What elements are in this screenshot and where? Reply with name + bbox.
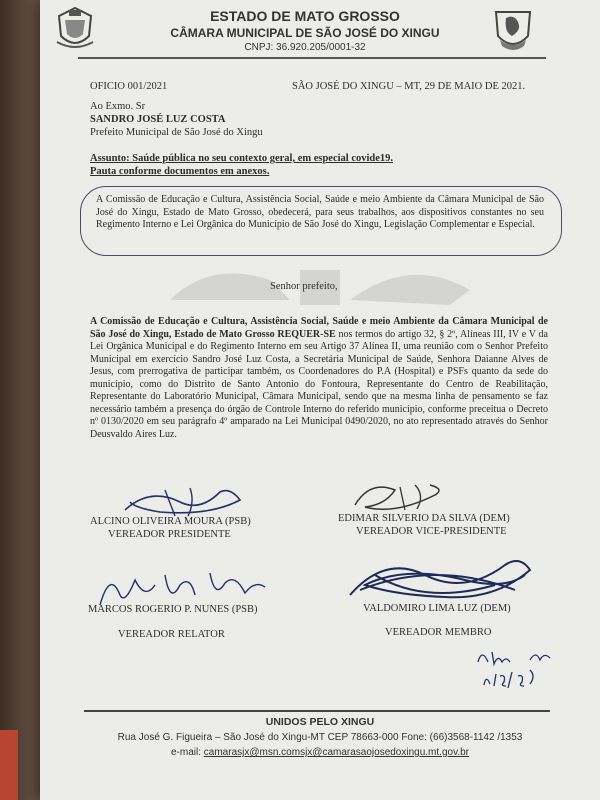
municipal-coat-of-arms-icon xyxy=(55,6,95,52)
signer-1-name: ALCINO OLIVEIRA MOURA (PSB) xyxy=(90,516,251,527)
signer-3-role: VEREADOR RELATOR xyxy=(118,629,225,640)
recipient-name: SANDRO JOSÉ LUZ COSTA xyxy=(90,114,226,125)
background-object xyxy=(0,730,18,800)
footer-email-link-2[interactable]: camarasaojosedoxingu.mt.gov.br xyxy=(322,747,469,758)
header-divider xyxy=(78,57,546,59)
state-emblem-icon xyxy=(488,6,538,54)
body-paragraph-rest: nos termos do artigo 32, § 2º, Alíneas III, IV e V da Lei Orgânica Municipal e do Regimento Interno em seu Artigo 37 Alínea II, uma reunião com o Senhor Prefeito Municipal em exercício Sandro José Luz Costa, a Secretária Municipal de Saúde, Senhora Daianne Alves de Jesus, com prerrogativa de participar também, os Coordenadores do P.A (Hospital) e PSFs quanto da sede do município, como do Distrito de Santo Antonio do Fontoura, Representante do Centro de Reabilitação, Representante do Laboratório Municipal, Câmara Municipal, sendo que na mesma linha de pensamento se faz necessário também a presença do órgão de Controle Interno do referido município, conforme preceitua o Decreto nº 0130/2020 em seu parágrafo 4º amparado na Lei Municipal 0490/2020, no ato representado através do Senhor Deusvaldo Aires Luz. xyxy=(90,328,548,440)
footer-email-label: e-mail: xyxy=(170,747,204,758)
letter-salutation: Ao Exmo. Sr xyxy=(90,101,146,112)
signer-2-role: VEREADOR VICE-PRESIDENTE xyxy=(356,526,507,537)
background-edge xyxy=(0,0,40,800)
body-paragraph xyxy=(90,316,548,441)
signer-3-name: MARCOS ROGERIO P. NUNES (PSB) xyxy=(88,604,258,615)
letter-number: OFICIO 001/2021 xyxy=(90,81,168,92)
signer-1-role: VEREADOR PRESIDENTE xyxy=(108,529,231,540)
footer-address: Rua José G. Figueira – São José do Xingu-MT CEP 78663-000 Fone: (66)3568-1142 /1353 xyxy=(117,732,523,743)
greeting: Senhor prefeito, xyxy=(270,281,338,292)
handwritten-approval-note xyxy=(470,640,555,695)
signer-4-role: VEREADOR MEMBRO xyxy=(385,627,492,638)
letter-place-date: SÃO JOSÉ DO XINGU – MT, 29 DE MAIO DE 2021. xyxy=(292,81,526,92)
intro-paragraph: A Comissão de Educação e Cultura, Assistência Social, Saúde e meio Ambiente da Câmara Municipal de São José do Xingu, Estado de Mato Grosso, obedecerá, para seus trabalhos, aos dispositivos constantes no seu Regimento Interno e Lei Orgânica do Município de São José do Xingu, Legislação Complementar e Especial. xyxy=(96,194,544,230)
footer-divider xyxy=(84,710,550,712)
subject-line-2: Pauta conforme documentos em anexos. xyxy=(90,166,270,177)
footer-email-separator: sjx@ xyxy=(300,747,323,758)
signer-2-name: EDIMAR SILVERIO DA SILVA (DEM) xyxy=(338,513,510,524)
footer-email xyxy=(80,747,560,758)
header-subtitle: CÂMARA MUNICIPAL DE SÃO JOSÉ DO XINGU xyxy=(170,26,440,40)
footer-email-link-1[interactable]: camarasjx@msn.com xyxy=(203,747,301,758)
body-paragraph-bold: A Comissão de Educação e Cultura, Assistência Social, Saúde e meio Ambiente da Câmara Municipal de São José do Xingu, Estado de Mato Grosso REQUER-SE xyxy=(90,316,548,340)
footer-slogan: UNIDOS PELO XINGU xyxy=(265,716,375,728)
subject-line-1: Assunto: Saúde pública no seu contexto geral, em especial covide19. xyxy=(90,153,394,164)
header-cnpj: CNPJ: 36.920.205/0001-32 xyxy=(244,42,366,53)
header-title: ESTADO DE MATO GROSSO xyxy=(210,8,400,24)
recipient-role: Prefeito Municipal de São José do Xingu xyxy=(90,127,263,138)
signer-4-name: VALDOMIRO LIMA LUZ (DEM) xyxy=(363,603,511,614)
